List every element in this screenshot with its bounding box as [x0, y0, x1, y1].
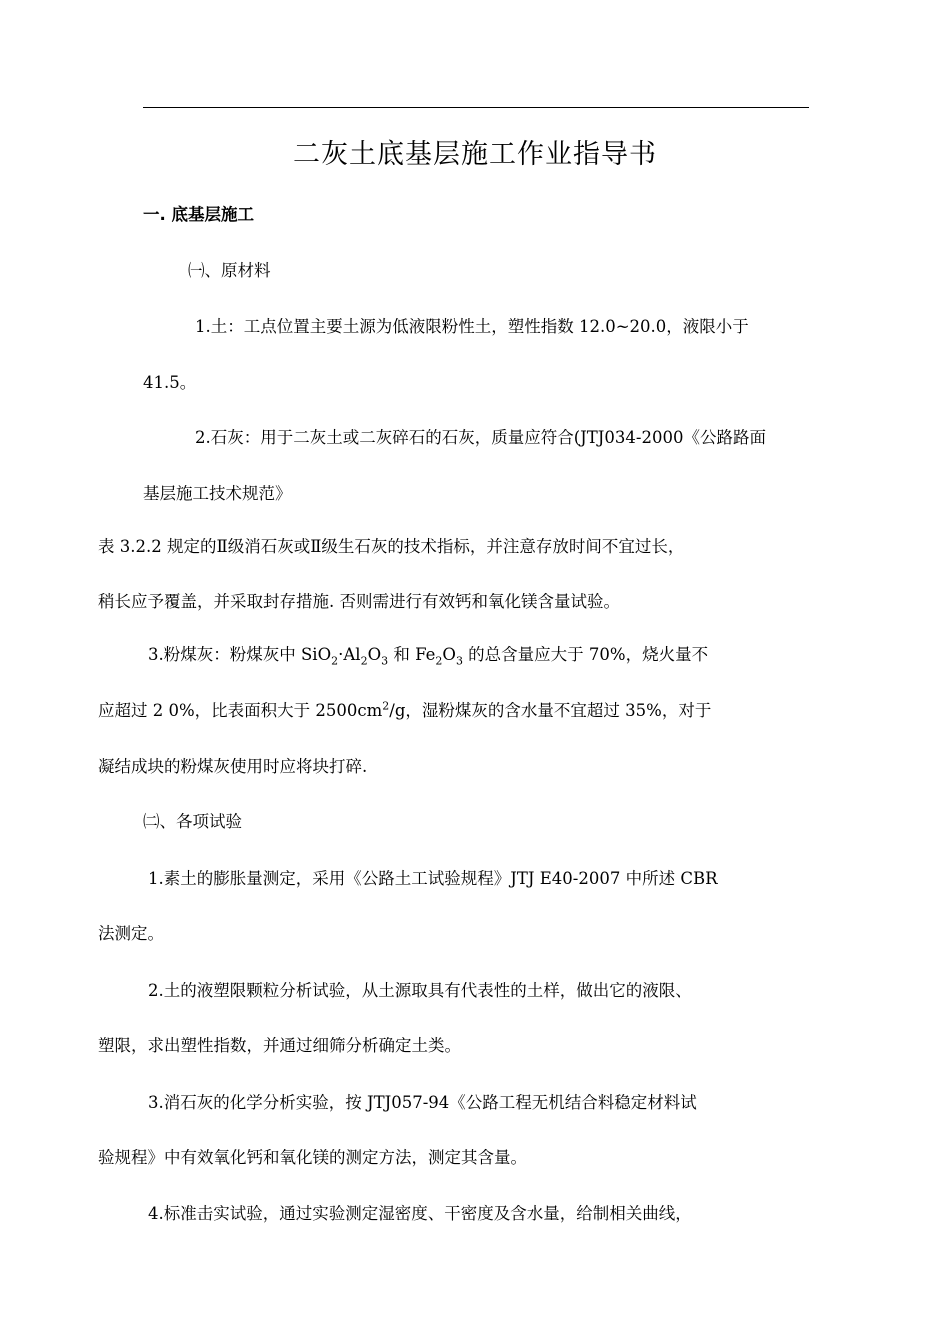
paragraph-line: 1.土：工点位置主要土源为低液限粉性土，塑性指数 12.0~20.0，液限小于 [195, 317, 749, 336]
paragraph-line: 3.消石灰的化学分析实验，按 JTJ057-94《公路工程无机结合料稳定材料试 [148, 1093, 697, 1112]
text-run: O [367, 645, 382, 664]
paragraph-line: 表 3.2.2 规定的Ⅱ级消石灰或Ⅱ级生石灰的技术指标，并注意存放时间不宜过长， [98, 537, 685, 556]
header-rule [143, 107, 809, 108]
subscript: 2 [435, 654, 443, 668]
paragraph-line: 塑限，求出塑性指数，并通过细筛分析确定土类。 [98, 1036, 461, 1055]
section-heading: 一. 底基层施工 [143, 205, 255, 224]
paragraph-line: 2.石灰：用于二灰土或二灰碎石的石灰，质量应符合(JTJ034-2000《公路路面 [195, 428, 766, 447]
text-run: 3.粉煤灰：粉煤灰中 SiO [148, 645, 332, 664]
paragraph-line [148, 643, 708, 667]
paragraph-line: 4.标准击实试验，通过实验测定湿密度、干密度及含水量，给制相关曲线， [148, 1204, 692, 1223]
subscript: 3 [381, 654, 389, 668]
text-run: 的总含量应大于 70%，烧火量不 [462, 645, 709, 664]
text-run: /g，湿粉煤灰的含水量不宜超过 35%，对于 [389, 701, 712, 720]
subsection-heading: ㈡、各项试验 [143, 812, 242, 831]
subscript: 3 [455, 654, 463, 668]
text-run: ·Al [338, 645, 361, 664]
text-run: O [442, 645, 456, 664]
paragraph-line: 稍长应予覆盖，并采取封存措施. 否则需进行有效钙和氧化镁含量试验。 [98, 592, 620, 611]
paragraph-line: 41.5。 [143, 373, 197, 392]
paragraph-line: 凝结成块的粉煤灰使用时应将块打碎. [98, 757, 368, 776]
paragraph-line [98, 699, 711, 723]
text-run: 应超过 2 0%，比表面积大于 2500cm [98, 701, 383, 720]
subscript: 2 [331, 654, 339, 668]
superscript: 2 [382, 699, 390, 713]
paragraph-line: 基层施工技术规范》 [143, 484, 292, 503]
document-title: 二灰土底基层施工作业指导书 [293, 139, 657, 170]
paragraph-line: 验规程》中有效氧化钙和氧化镁的测定方法，测定其含量。 [98, 1148, 527, 1167]
paragraph-line: 1.素土的膨胀量测定，采用《公路土工试验规程》JTJ E40-2007 中所述 CBR [148, 869, 718, 888]
paragraph-line: 法测定。 [98, 924, 164, 943]
subscript: 2 [360, 654, 368, 668]
text-run: 和 Fe [388, 645, 436, 664]
subsection-heading: ㈠、原材料 [188, 261, 271, 280]
paragraph-line: 2.土的液塑限颗粒分析试验，从土源取具有代表性的土样，做出它的液限、 [148, 981, 692, 1000]
